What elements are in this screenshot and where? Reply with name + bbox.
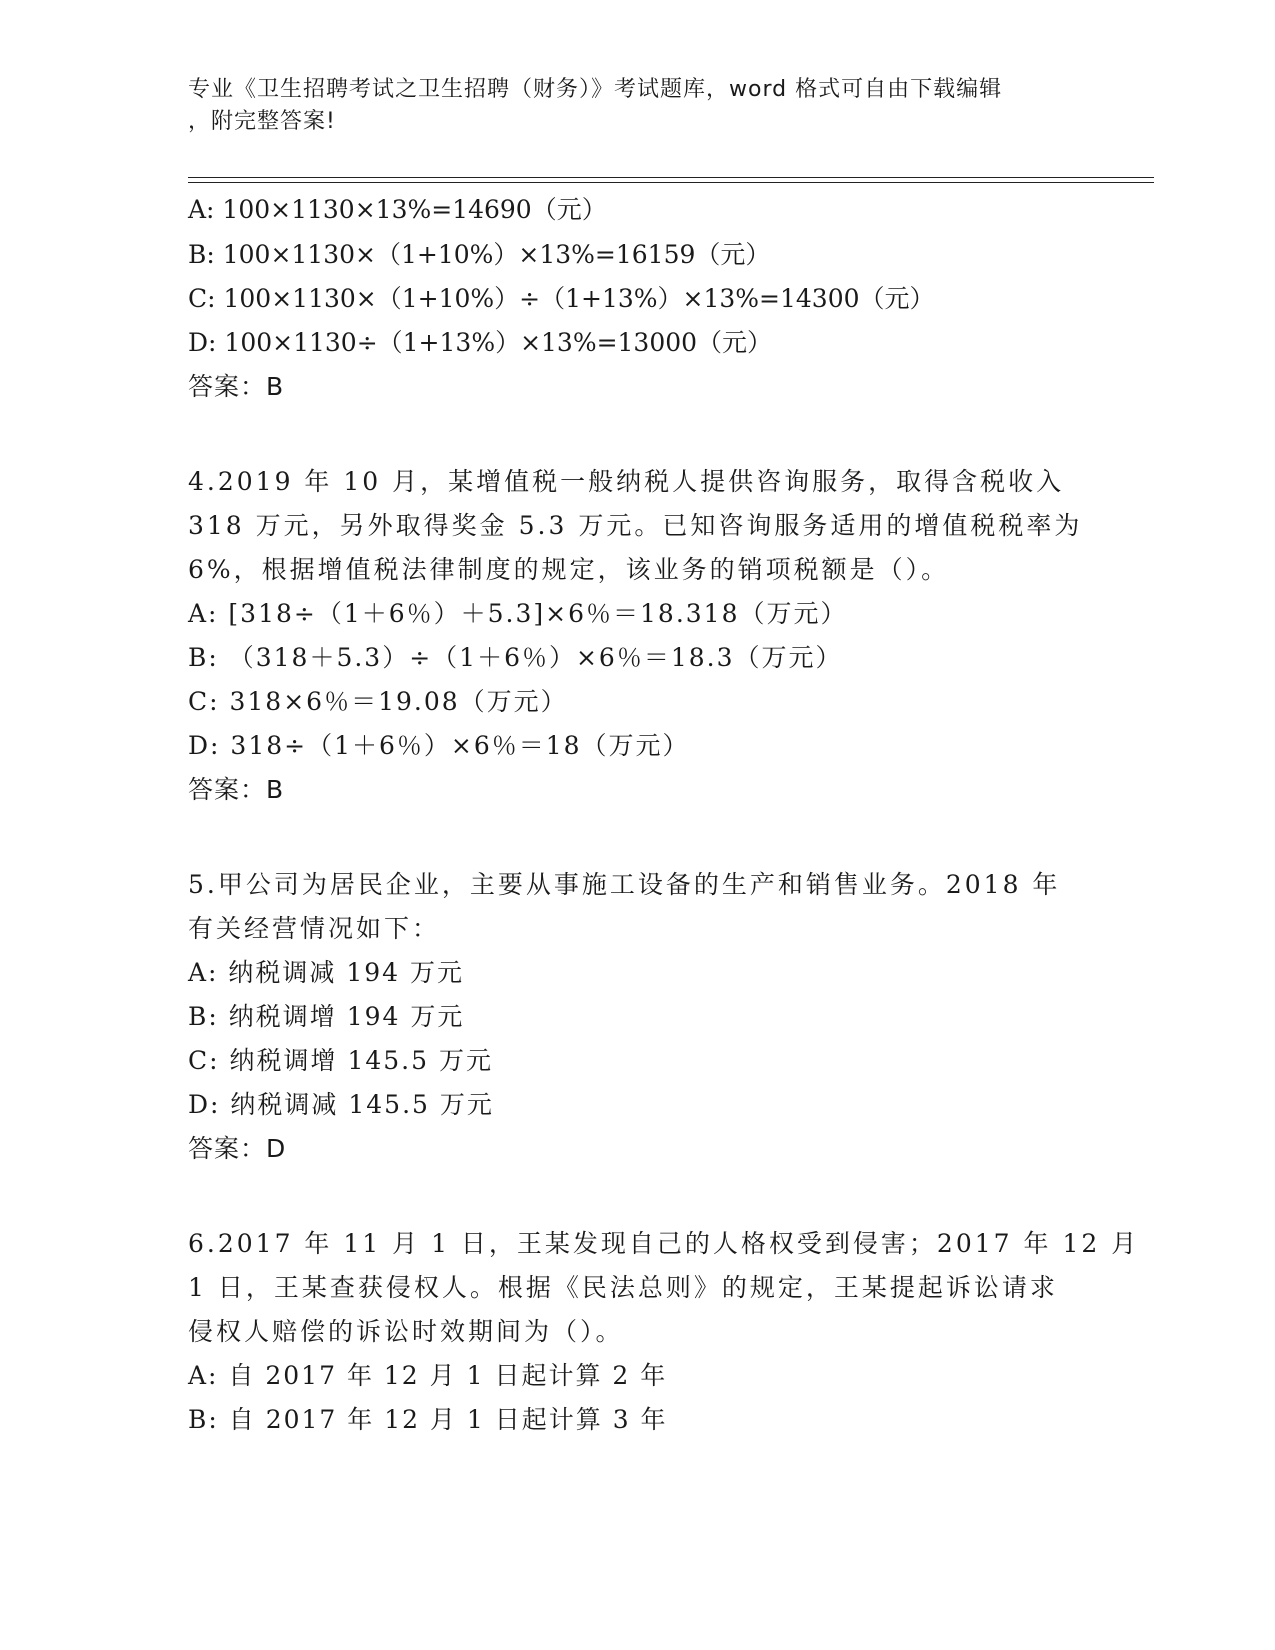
- q4-answer: 答案：B: [188, 775, 285, 804]
- q3-option-d: D: 100×1130÷（1+13%）×13%=13000（元）: [188, 328, 773, 357]
- q4-option-a: A: [318÷（1＋6％）＋5.3]×6％＝18.318（万元）: [188, 599, 848, 628]
- q3-option-c: C: 100×1130×（1+10%）÷（1+13%）×13%=14300（元）: [188, 284, 935, 313]
- q5-option-c: C: 纳税调增 145.5 万元: [188, 1046, 493, 1075]
- q6-option-a: A: 自 2017 年 12 月 1 日起计算 2 年: [188, 1361, 668, 1390]
- q3-answer: 答案：B: [188, 372, 285, 401]
- q5-stem-line-1: 5.甲公司为居民企业，主要从事施工设备的生产和销售业务。2018 年: [188, 870, 1061, 899]
- q4-option-d: D: 318÷（1＋6％）×6％＝18（万元）: [188, 731, 690, 760]
- q3-option-b: B: 100×1130×（1+10%）×13%=16159（元）: [188, 240, 771, 269]
- q5-option-d: D: 纳税调减 145.5 万元: [188, 1090, 494, 1119]
- q4-stem-line-2: 318 万元，另外取得奖金 5.3 万元。已知咨询服务适用的增值税税率为: [188, 511, 1083, 540]
- q5-stem-line-2: 有关经营情况如下：: [188, 914, 441, 943]
- q5-answer: 答案：D: [188, 1134, 287, 1163]
- header-line-2: ，附完整答案!: [188, 109, 336, 134]
- q6-stem-line-2: 1 日，王某查获侵权人。根据《民法总则》的规定，王某提起诉讼请求: [188, 1273, 1058, 1302]
- q4-option-b: B: （318＋5.3）÷（1＋6％）×6％＝18.3（万元）: [188, 643, 843, 672]
- header-line-1: 专业《卫生招聘考试之卫生招聘（财务）》考试题库，word 格式可自由下载编辑: [188, 77, 1003, 102]
- header-divider-bottom: [188, 182, 1154, 183]
- q4-stem-line-3: 6%，根据增值税法律制度的规定，该业务的销项税额是（）。: [188, 555, 950, 584]
- q4-stem-line-1: 4.2019 年 10 月，某增值税一般纳税人提供咨询服务，取得含税收入: [188, 467, 1065, 496]
- q4-option-c: C: 318×6％＝19.08（万元）: [188, 687, 568, 716]
- q6-stem-line-1: 6.2017 年 11 月 1 日，王某发现自己的人格权受到侵害；2017 年 12 月: [188, 1229, 1140, 1258]
- header-divider-top: [188, 177, 1154, 178]
- q3-option-a: A: 100×1130×13%=14690（元）: [188, 195, 607, 224]
- q5-option-a: A: 纳税调减 194 万元: [188, 958, 465, 987]
- q5-option-b: B: 纳税调增 194 万元: [188, 1002, 465, 1031]
- q6-stem-line-3: 侵权人赔偿的诉讼时效期间为（）。: [188, 1317, 624, 1346]
- q6-option-b: B: 自 2017 年 12 月 1 日起计算 3 年: [188, 1405, 668, 1434]
- document-header: [188, 74, 1088, 138]
